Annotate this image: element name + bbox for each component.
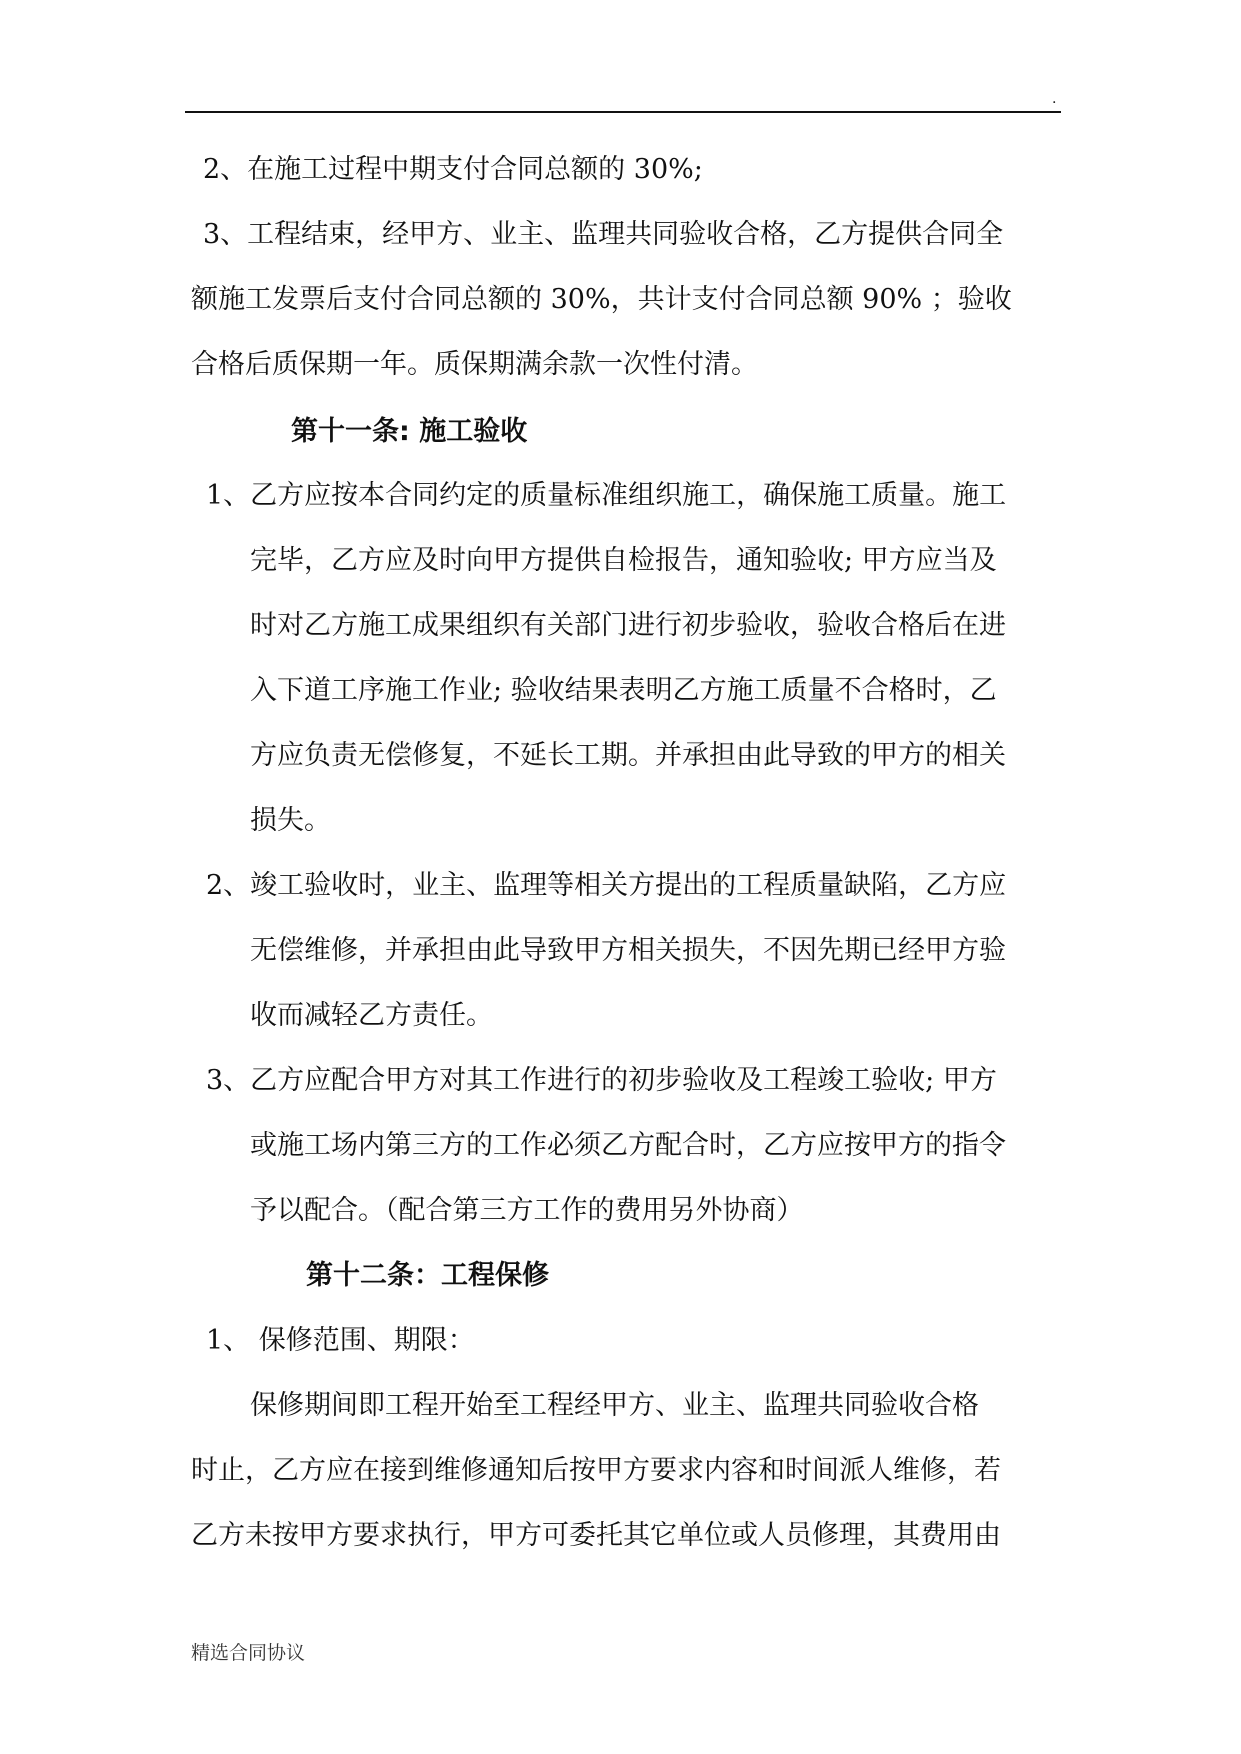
article-11-item-3-line-2: 或施工场内第三方的工作必须乙方配合时，乙方应按甲方的指令 [250,1130,1006,1161]
article-11-item-1-line-6: 损失。 [250,805,331,836]
article-11-heading: 第十一条: 施工验收 [291,416,528,447]
payment-clause-3-line-1: 3、工程结束，经甲方、业主、监理共同验收合格，乙方提供合同全 [203,219,1004,250]
article-11-item-3-line-1: 3、乙方应配合甲方对其工作进行的初步验收及工程竣工验收; 甲方 [206,1065,997,1096]
header-rule [185,111,1061,113]
payment-clause-2: 2、在施工过程中期支付合同总额的 30%; [203,154,703,185]
article-11-item-1-line-5: 方应负责无偿修复，不延长工期。并承担由此导致的甲方的相关 [250,740,1006,771]
article-11-item-1-line-3: 时对乙方施工成果组织有关部门进行初步验收，验收合格后在进 [250,610,1006,641]
header-mark: . [1052,91,1057,107]
article-12-heading: 第十二条：工程保修 [306,1260,549,1291]
warranty-paragraph-line-2: 时止，乙方应在接到维修通知后按甲方要求内容和时间派人维修，若 [191,1455,1001,1486]
article-11-item-2-line-1: 2、竣工验收时，业主、监理等相关方提出的工程质量缺陷，乙方应 [206,870,1007,901]
article-11-item-1-line-4: 入下道工序施工作业; 验收结果表明乙方施工质量不合格时，乙 [250,675,997,706]
warranty-paragraph-line-3: 乙方未按甲方要求执行，甲方可委托其它单位或人员修理，其费用由 [191,1520,1001,1551]
warranty-paragraph-line-1: 保修期间即工程开始至工程经甲方、业主、监理共同验收合格 [250,1390,979,1421]
article-11-item-2-line-2: 无偿维修，并承担由此导致甲方相关损失，不因先期已经甲方验 [250,935,1006,966]
article-11-item-1-line-2: 完毕，乙方应及时向甲方提供自检报告，通知验收; 甲方应当及 [250,545,997,576]
article-11-item-2-line-3: 收而减轻乙方责任。 [250,1000,493,1031]
payment-clause-3-line-3: 合格后质保期一年。质保期满余款一次性付清。 [191,349,758,380]
article-11-item-1-line-1: 1、乙方应按本合同约定的质量标准组织施工，确保施工质量。施工 [206,480,1007,511]
payment-clause-3-line-2: 额施工发票后支付合同总额的 30%，共计支付合同总额 90% ；验收 [191,284,1012,315]
footer-label: 精选合同协议 [191,1642,306,1664]
article-12-item-1-title: 1、 保修范围、期限： [206,1325,475,1356]
article-11-item-3-line-3: 予以配合。（配合第三方工作的费用另外协商） [250,1195,804,1226]
